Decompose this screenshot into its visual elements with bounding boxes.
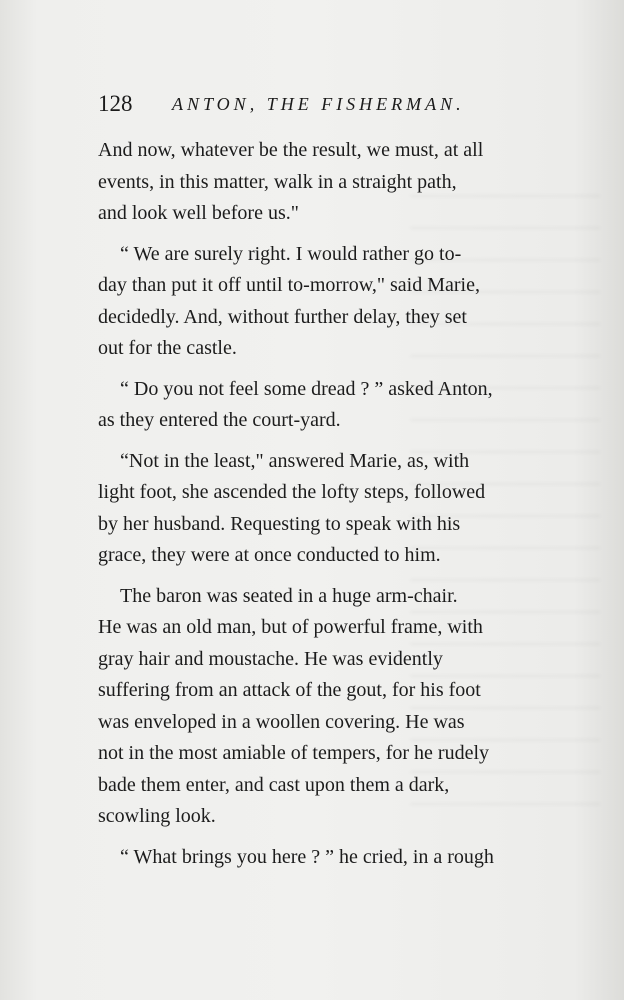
text-line: scowling look. — [98, 805, 216, 827]
text-line: light foot, she ascended the lofty steps, followed — [98, 481, 486, 503]
text-line: He was an old man, but of powerful frame, with — [98, 616, 483, 638]
text-line: events, in this matter, walk in a straight path, — [98, 170, 457, 193]
text-line: by her husband. Requesting to speak with his — [98, 512, 461, 535]
page-number: 128 — [98, 91, 133, 116]
text-line: “Not in the least," answered Marie, as, with — [120, 449, 470, 472]
text-line: gray hair and moustache. He was evidently — [98, 647, 443, 670]
text-line: bade them enter, and cast upon them a dark, — [98, 773, 450, 796]
paragraph — [98, 374, 553, 437]
text-line: suffering from an attack of the gout, for his foot — [98, 679, 481, 701]
running-head: ANTON, THE FISHERMAN. — [172, 94, 465, 114]
paragraph — [98, 842, 553, 874]
paragraph — [98, 239, 553, 365]
text-line: The baron was seated in a huge arm-chair. — [120, 584, 458, 607]
text-line: grace, they were at once conducted to him. — [98, 544, 441, 566]
page-header — [96, 91, 556, 121]
text-line: not in the most amiable of tempers, for he rudely — [98, 742, 490, 764]
text-line: “ We are surely right. I would rather go to- — [120, 242, 462, 265]
paragraph — [98, 135, 553, 230]
paragraph — [98, 581, 553, 833]
text-line: day than put it off until to-morrow," said Marie, — [98, 274, 480, 296]
paragraph — [98, 446, 553, 572]
text-line: and look well before us." — [98, 202, 299, 224]
text-line: “ What brings you here ? ” he cried, in a rough — [120, 845, 494, 868]
text-line: And now, whatever be the result, we must, at all — [98, 139, 484, 161]
text-line: as they entered the court-yard. — [98, 409, 341, 431]
text-line: out for the castle. — [98, 337, 237, 359]
body-text — [98, 135, 553, 882]
text-line: decidedly. And, without further delay, they set — [98, 305, 467, 328]
text-line: “ Do you not feel some dread ? ” asked Anton, — [120, 377, 493, 400]
text-line: was enveloped in a woollen covering. He was — [98, 710, 465, 733]
